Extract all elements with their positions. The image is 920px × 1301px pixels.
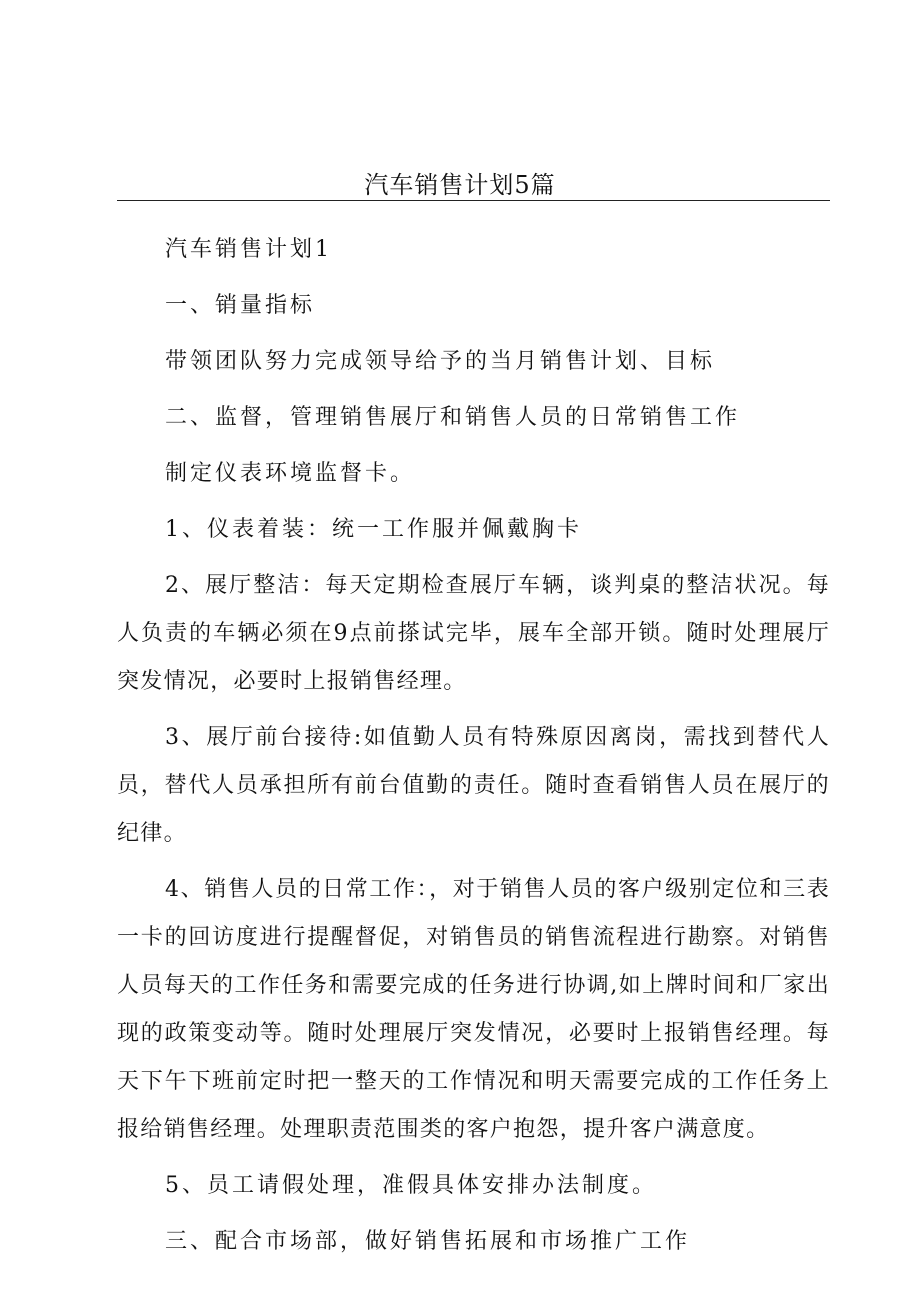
list-item: 2、展厅整洁：每天定期检查展厅车辆，谈判桌的整洁状况。每人负责的车辆必须在9点前搽试完毕，展车全部开锁。随时处理展厅突发情况，必要时上报销售经理。 — [117, 573, 830, 694]
title-underline — [117, 200, 830, 201]
list-item: 3、展厅前台接待:如值勤人员有特殊原因离岗，需找到替代人员，替代人员承担所有前台值勤的责任。随时查看销售人员在展厅的纪律。 — [117, 725, 830, 846]
list-item: 1、仪表着装：统一工作服并佩戴胸卡 — [165, 517, 582, 542]
subsection-heading: 一、销量指标 — [165, 293, 316, 318]
document-body — [117, 226, 830, 1274]
list-item: 5、员工请假处理，准假具体安排办法制度。 — [165, 1173, 657, 1198]
list-item: 4、销售人员的日常工作：，对于销售人员的客户级别定位和三表一卡的回访度进行提醒督促，对销售员的销售流程进行勘察。对销售人员每天的工作任务和需要完成的任务进行协调,如上牌时间和厂家出现的政策变动等。随时处理展厅突发情况，必要时上报销售经理。每天下午下班前定时把一整天的工作情况和明天需要完成的工作任务上报给销售经理。处理职责范围类的客户抱怨，提升客户满意度。 — [117, 877, 830, 1142]
document-title: 汽车销售计划5篇 — [364, 171, 556, 199]
subsection-heading: 三、配合市场部，做好销售拓展和市场推广工作 — [165, 1229, 691, 1254]
paragraph: 制定仪表环境监督卡。 — [165, 461, 416, 486]
subsection-heading: 二、监督，管理销售展厅和销售人员的日常销售工作 — [165, 405, 741, 430]
section-heading: 汽车销售计划1 — [165, 237, 332, 262]
paragraph: 带领团队努力完成领导给予的当月销售计划、目标 — [165, 349, 716, 374]
